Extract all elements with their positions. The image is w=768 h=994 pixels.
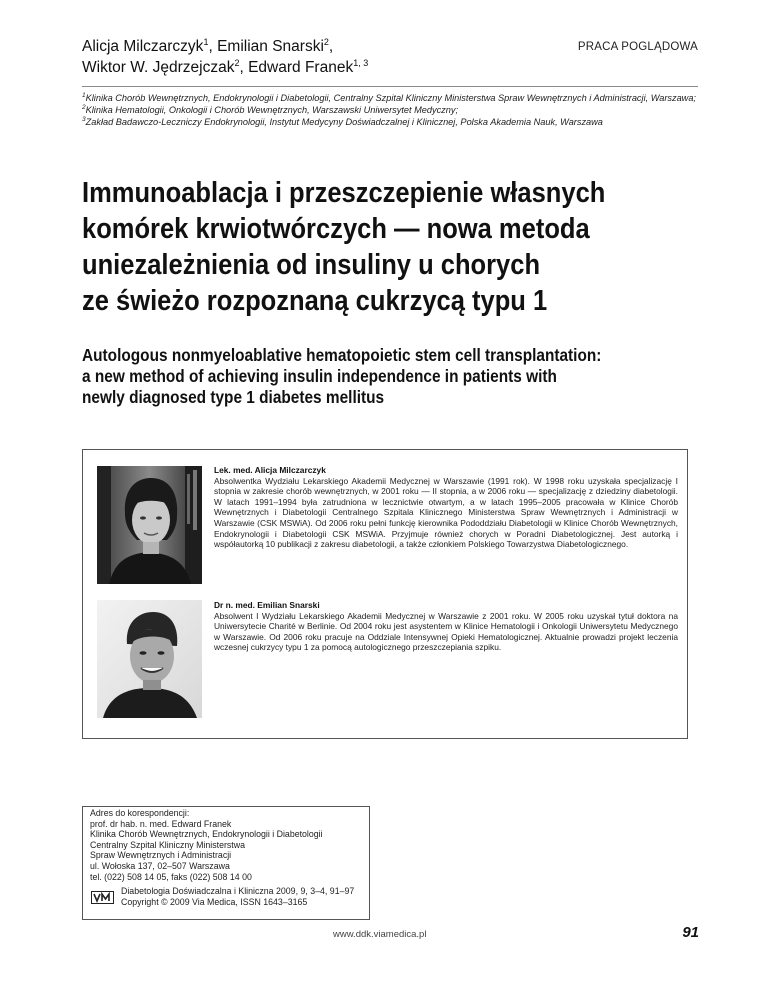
correspondence-address bbox=[90, 808, 370, 882]
page-number: 91 bbox=[682, 924, 699, 941]
affiliation-sup: 3 bbox=[82, 115, 86, 123]
affiliations bbox=[82, 92, 702, 128]
author-sup: 1 bbox=[203, 36, 209, 47]
author-name: Alicja Milczarczyk bbox=[82, 38, 204, 55]
correspondence-line: Adres do korespondencji: bbox=[90, 808, 190, 818]
title-line: komórek krwiotwórczych — nowa metoda bbox=[82, 213, 590, 245]
article-title-english bbox=[82, 345, 645, 408]
affiliation-text: Klinika Hematologii, Onkologii i Chorób Wewnętrznych, Warszawski Uniwersytet Medyczny; bbox=[85, 105, 459, 115]
affiliation-sup: 2 bbox=[82, 103, 86, 111]
author-name: Edward Franek bbox=[248, 59, 354, 76]
section-label: PRACA POGLĄDOWA bbox=[577, 41, 698, 53]
title-line: Autologous nonmyeloablative hematopoietic stem cell transplantation: bbox=[82, 345, 602, 365]
journal-line: Diabetologia Doświadczalna i Kliniczna 2009, 9, 3–4, 91–97 bbox=[121, 886, 355, 896]
author-bio-milczarczyk bbox=[214, 465, 678, 550]
affiliation-text: Zakład Badawczo-Leczniczy Endokrynologii, Instytut Medycyny Doświadczalnej i Klinicznej, Polska Akademia Nauk, Warszawa bbox=[85, 117, 603, 127]
correspondence-line: prof. dr hab. n. med. Edward Franek bbox=[90, 818, 232, 829]
journal-url: www.ddk.viamedica.pl bbox=[333, 929, 427, 940]
author-photo-milczarczyk bbox=[97, 466, 202, 584]
author-line-1: Alicja Milczarczyk$^1$, Emilian Snarski$^2$, bbox=[82, 36, 334, 55]
bio-author-name: Lek. med. Alicja Milczarczyk bbox=[214, 465, 326, 475]
author-line-2: Wiktor W. Jędrzejczak$^2$, Edward Franek$^{1, 3}$ bbox=[82, 57, 369, 76]
author-list bbox=[82, 36, 502, 78]
author-sup: 2 bbox=[323, 36, 329, 47]
via-medica-logo-icon bbox=[91, 891, 114, 904]
title-line: Immunoablacja i przeszczepienie własnych bbox=[82, 177, 606, 209]
journal-citation bbox=[121, 886, 371, 907]
article-title-polish bbox=[82, 175, 628, 319]
title-line: newly diagnosed type 1 diabetes mellitus bbox=[82, 387, 385, 407]
bio-text: Absolwent I Wydziału Lekarskiego Akademii Medycznej w Warszawie z 2001 roku. W 2005 roku uzyskał tytuł doktora na Uniwersytecie Charité w Berlinie. Od 2004 roku jest asystentem w Klinice Hematologii i Onkologii Uniwersytetu Medycznego w Warszawie. Od 2006 roku pracuje na Oddziale Intensywnej Opieki Hematologicznej. Aktualnie prowadzi projekt leczenia wczesnej cukrzycy typu 1 za pomocą autologicznego przeszczepiania szpiku. bbox=[214, 610, 678, 653]
title-line: uniezależnienia od insuliny u chorych bbox=[82, 249, 541, 281]
author-sup: 1, 3 bbox=[353, 57, 369, 68]
bio-text: Absolwentka Wydziału Lekarskiego Akademii Medycznej w Warszawie (1991 rok). W 1998 roku uzyskała specjalizację I stopnia w zakresie chorób wewnętrznych, w 2001 roku — II stopnia, a w 2006 roku — specjalizację z dziedziny diabetologii. W latach 1991–1994 była zatrudniona w lecznictwie otwartym, a w latach 1995–2005 pracowała w Klinice Chorób Wewnętrznych i Diabetologii Centralnego Szpitala Klinicznego Ministerstwa Spraw Wewnętrznych i Administracji w Warszawie (CSK MSWiA). Od 2006 roku pełni funkcję kierownika Pododdziału Diabetologii w Klinice Chorób Wewnętrznych, Endokrynologii i Diabetologii CSK MSWiA. Przyjmuje również chorych w Poradni Diabetologicznej. Jest autorką i współautorką 10 publikacji z zakresu diabetologii, a także członkiem Polskiego Towarzystwa Diabetologicznego. bbox=[214, 475, 678, 550]
affiliation-text: Klinika Chorób Wewnętrznych, Endokrynologii i Diabetologii, Centralny Szpital Kliniczny Ministerstwa Spraw Wewnętrznych i Administracji, Warszawa; bbox=[85, 93, 696, 103]
author-sup: 2 bbox=[234, 57, 240, 68]
title-line: a new method of achieving insulin independence in patients with bbox=[82, 366, 557, 386]
correspondence-line: Spraw Wewnętrznych i Administracji bbox=[90, 850, 232, 861]
author-bio-snarski bbox=[214, 600, 678, 653]
bio-author-name: Dr n. med. Emilian Snarski bbox=[214, 600, 320, 610]
affiliation-sup: 1 bbox=[82, 91, 86, 99]
author-name: Emilian Snarski bbox=[217, 38, 324, 55]
author-photo-snarski bbox=[97, 600, 202, 718]
title-line: ze świeżo rozpoznaną cukrzycą typu 1 bbox=[82, 285, 548, 317]
correspondence-line: Klinika Chorób Wewnętrznych, Endokrynologii i Diabetologii bbox=[90, 829, 323, 840]
correspondence-line: tel. (022) 508 14 05, faks (022) 508 14 00 bbox=[90, 871, 252, 882]
author-name: Wiktor W. Jędrzejczak bbox=[82, 59, 235, 76]
correspondence-line: Centralny Szpital Kliniczny Ministerstwa bbox=[90, 839, 245, 850]
correspondence-line: ul. Wołoska 137, 02–507 Warszawa bbox=[90, 860, 230, 871]
header-divider bbox=[82, 86, 698, 87]
copyright-line: Copyright © 2009 Via Medica, ISSN 1643–3165 bbox=[121, 896, 308, 907]
